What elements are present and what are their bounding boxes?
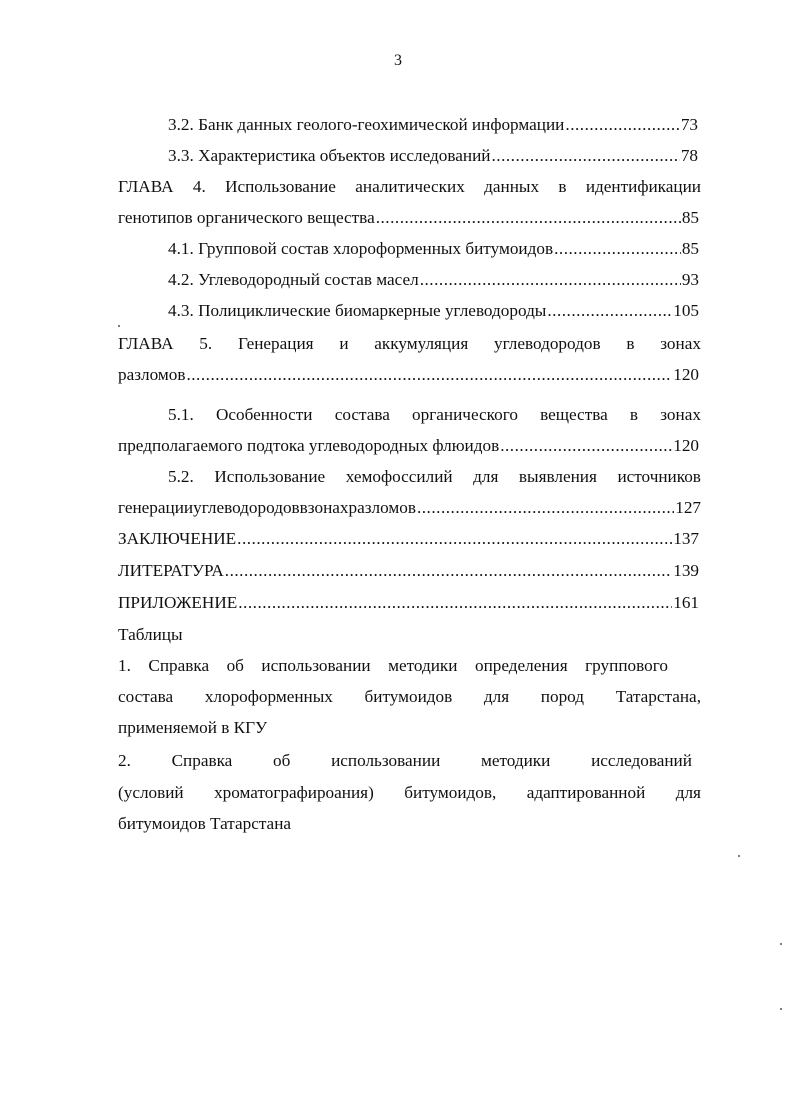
word: ГЛАВА [118,177,174,196]
toc-entry-title: предполагаемого подтока углеводородных флюидов [118,436,500,455]
scan-speck [118,325,120,327]
word: органического [412,405,518,424]
word: аккумуляция [374,334,469,353]
toc-entry-title: 3.2. Банк данных геолого-геохимической информации [168,115,565,134]
toc-entry-page: 139 [673,561,699,580]
toc-entry-4-3 [168,300,699,322]
toc-entry-appendix [118,592,699,614]
toc-entry-4-2 [168,269,699,291]
toc-entry-page: 161 [673,593,699,612]
scan-speck [780,1008,782,1010]
toc-entry-page: 120 [673,365,699,384]
toc-leader-dots [417,497,674,519]
word: зонах [660,405,701,424]
scan-speck [738,855,740,857]
toc-entry-page: 127 [675,498,701,517]
toc-entry-conclusion [118,528,699,550]
word: 2. [118,751,131,770]
word: вещества [540,405,608,424]
word: идентификации [585,177,701,196]
word: хемофоссилий [345,467,453,486]
word: хлороформенных [204,687,333,706]
word: пород [540,687,585,706]
table-1-line1 [118,655,668,677]
word: использовании [331,751,441,770]
word: состава [334,405,390,424]
toc-entry-page: 73 [680,115,698,134]
toc-leader-dots [547,300,672,322]
word: 5.2. [168,467,194,486]
toc-chapter-5-line1 [118,333,701,355]
word: группового [585,656,668,675]
toc-entry-5-2-line1 [168,466,701,488]
word: углеводородов [494,334,601,353]
toc-chapter-4-line2 [118,207,699,229]
toc-leader-dots [554,238,681,260]
toc-leader-dots [238,592,672,614]
toc-chapter-4-line1 [118,176,701,198]
word: ГЛАВА [118,334,174,353]
word: определения [474,656,568,675]
toc-leader-dots [376,207,681,229]
word: в [299,498,308,517]
toc-entry-title: 4.3. Полициклические биомаркерные углеводороды [168,301,547,320]
toc-entry-title: ЛИТЕРАТУРА [118,561,224,580]
word: исследований [591,751,692,770]
word: зонах [307,498,349,517]
word: для [675,783,701,802]
word: в [629,405,639,424]
word: адаптированной [526,783,646,802]
toc-entry-title: 3.3. Характеристика объектов исследований [168,146,491,165]
word: хроматографироания) [214,783,374,802]
word: и [339,334,349,353]
word: Справка [148,656,210,675]
word: разломов [348,498,416,517]
toc-leader-dots [225,560,672,582]
toc-leader-dots [420,269,681,291]
toc-entry-title: ПРИЛОЖЕНИЕ [118,593,238,612]
table-1-line3: применяемой в КГУ [118,718,268,737]
toc-entry-5-1-line1 [168,404,701,426]
word: битумоидов [364,687,453,706]
toc-leader-dots [237,528,672,550]
word: в [558,177,567,196]
toc-entry-page: 105 [673,301,699,320]
word: (условий [118,783,184,802]
word: источников [617,467,701,486]
word: битумоидов, [404,783,497,802]
word: для [473,467,499,486]
word: 4. [192,177,206,196]
word: состава [118,687,174,706]
toc-entry-page: 93 [681,270,699,289]
word: об [273,751,291,770]
toc-entry-3-3 [168,145,698,167]
word: 5.1. [168,405,194,424]
toc-entry-title: 4.1. Групповой состав хлороформенных битумоидов [168,239,554,258]
toc-chapter-5-line2 [118,364,699,386]
toc-entry-title: разломов [118,365,186,384]
word: в [626,334,635,353]
word: Справка [171,751,233,770]
word: 1. [118,656,131,675]
word: методики [480,751,551,770]
tables-heading: Таблицы [118,625,183,644]
word: Использование [214,467,326,486]
toc-entry-page: 85 [681,239,699,258]
word: методики [388,656,458,675]
word: зонах [660,334,701,353]
word: использовании [261,656,371,675]
toc-leader-dots [186,364,672,386]
toc-leader-dots [491,145,679,167]
word: Генерация [237,334,314,353]
word: генерации [118,498,194,517]
toc-entry-title: генотипов органического вещества [118,208,375,227]
toc-entry-5-1-line2 [118,435,699,457]
toc-entry-3-2 [168,114,698,136]
table-1-line2 [118,686,701,708]
word: Татарстана, [615,687,701,706]
table-2-line3: битумоидов Татарстана [118,814,292,833]
scan-speck [780,943,782,945]
word: данных [484,177,540,196]
table-2-line2 [118,782,701,804]
toc-leader-dots [500,435,672,457]
toc-leader-dots [565,114,679,136]
toc-entry-5-2-line2 [118,497,701,519]
toc-entry-page: 85 [681,208,699,227]
toc-entry-4-1 [168,238,699,260]
word: Использование [225,177,336,196]
toc-entry-literature [118,560,699,582]
word: Особенности [215,405,313,424]
page-number: 3 [394,52,402,69]
word: для [483,687,510,706]
word: углеводородов [193,498,300,517]
toc-entry-title: ЗАКЛЮЧЕНИЕ [118,529,237,548]
toc-entry-title: 4.2. Углеводородный состав масел [168,270,419,289]
table-2-line1 [118,750,692,772]
word: аналитических [355,177,465,196]
word: об [226,656,244,675]
toc-entry-title [118,497,416,519]
word: выявления [518,467,597,486]
toc-entry-page: 137 [673,529,699,548]
toc-entry-page: 78 [680,146,698,165]
word: 5. [199,334,213,353]
toc-entry-page: 120 [673,436,699,455]
